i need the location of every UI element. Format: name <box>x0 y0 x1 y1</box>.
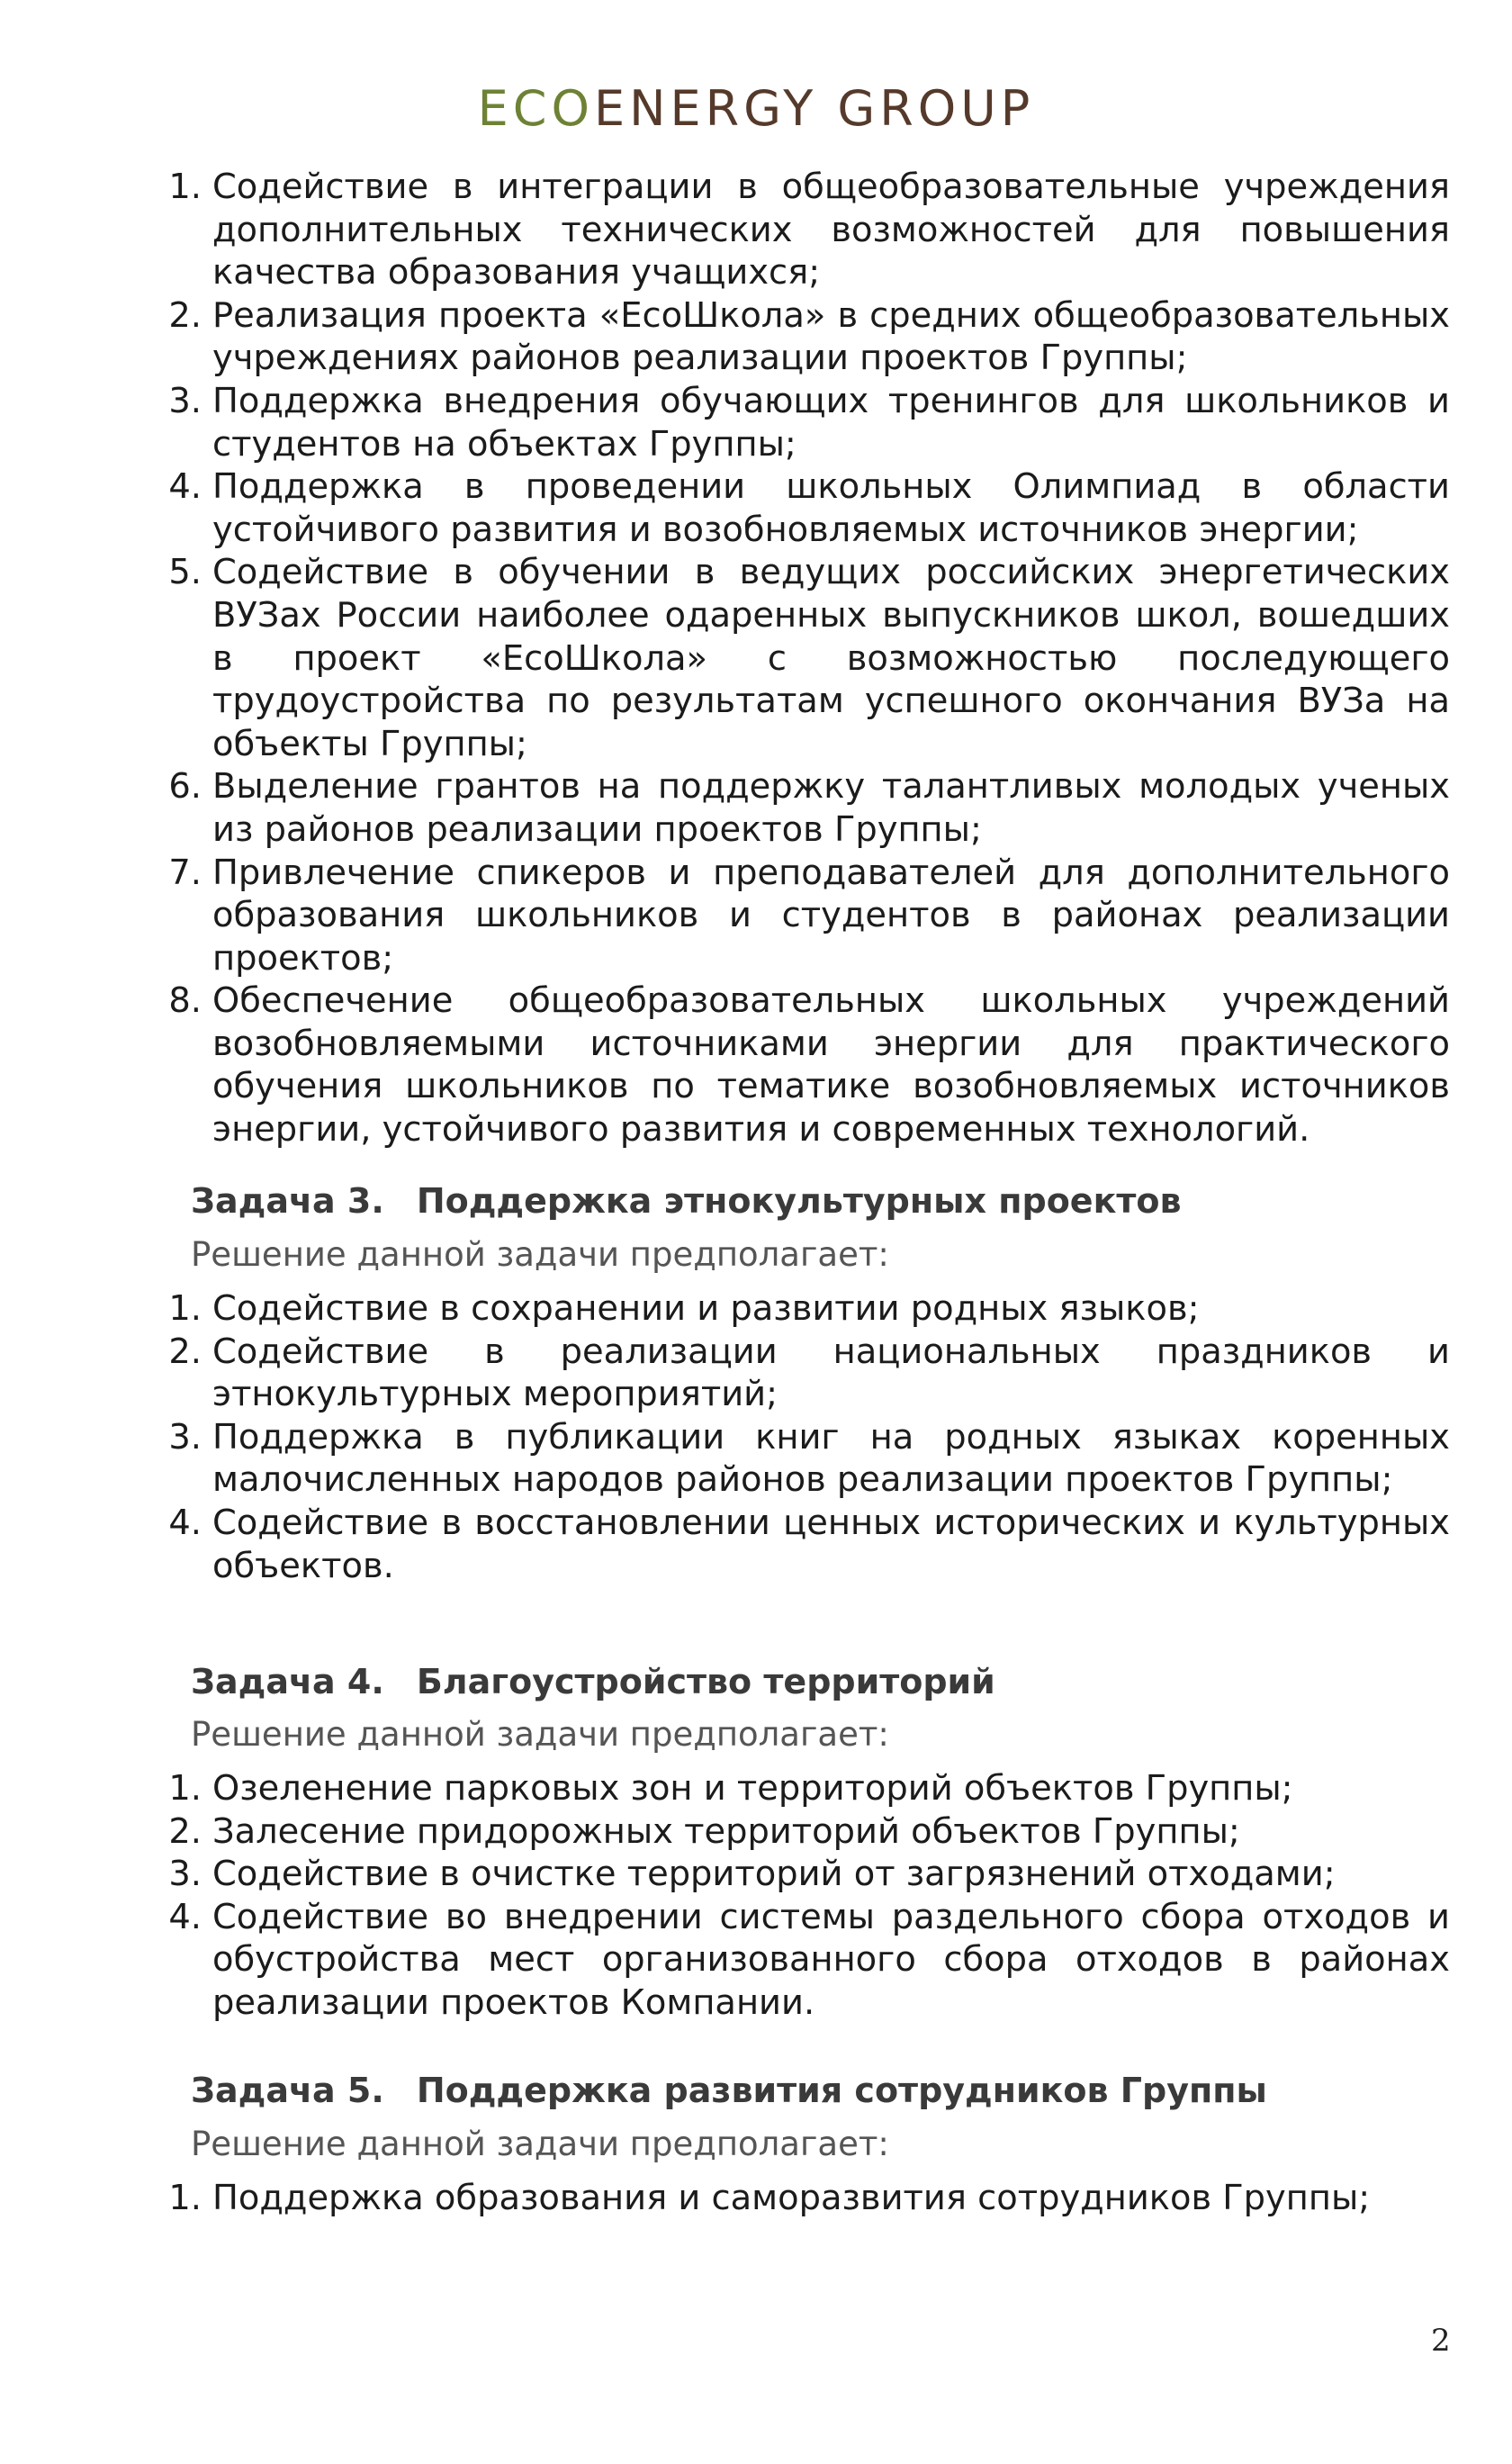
list-item-text: Озеленение парковых зон и территорий объектов Группы; <box>212 1768 1293 1809</box>
list-item-text: Привлечение спикеров и преподавателей для дополнительного образования школьников и студентов в районах реализации проектов; <box>212 852 1450 979</box>
list-item-text: Реализация проекта «EcoШкола» в средних общеобразовательных учреждениях районов реализации проектов Группы; <box>212 294 1450 379</box>
list-item <box>168 2177 1450 2220</box>
task5-heading <box>191 2068 1267 2113</box>
list-item-text: Поддержка в публикации книг на родных языках коренных малочисленных народов районов реализации проектов Группы; <box>212 1416 1450 1501</box>
list-item-number: 1. <box>168 167 202 207</box>
list-item-text: Залесение придорожных территорий объектов Группы; <box>212 1810 1240 1852</box>
list-item-text: Содействие в очистке территорий от загрязнений отходами; <box>212 1854 1336 1895</box>
task5-title: Поддержка развития сотрудников Группы <box>416 2071 1267 2110</box>
list-item-text: Содействие в восстановлении ценных исторических и культурных объектов. <box>212 1502 1450 1586</box>
list-item-number: 4. <box>168 466 202 508</box>
list-item-number: 8. <box>168 980 202 1022</box>
task4-title: Благоустройство территорий <box>416 1662 995 1701</box>
list-item <box>168 1502 1450 1587</box>
task3-label: Задача 3. <box>191 1181 384 1221</box>
list-item <box>168 979 1450 1151</box>
list-item-number: 3. <box>168 1854 202 1895</box>
list-item-number: 4. <box>168 1502 202 1543</box>
list-item <box>168 1810 1450 1854</box>
list-item-number: 2. <box>168 1331 202 1372</box>
list-item-number: 6. <box>168 766 202 808</box>
task3-intro: Решение данной задачи предполагает: <box>191 1235 889 1274</box>
company-logo <box>0 77 1512 140</box>
list-item-text: Поддержка образования и саморазвития сотрудников Группы; <box>212 2178 1371 2218</box>
goals-list-top <box>0 166 1512 1151</box>
list-item-text: Содействие во внедрении системы раздельного сбора отходов и обустройства мест организованного сбора отходов в районах реализации проектов Компании. <box>212 1896 1450 2023</box>
logo-energy-group: ENERGY GROUP <box>593 80 1035 137</box>
page-number: 2 <box>1431 2323 1451 2359</box>
list-item <box>168 1416 1450 1502</box>
list-item <box>168 166 1450 294</box>
list-item-text: Содействие в сохранении и развитии родных языков; <box>212 1288 1200 1329</box>
list-item-number: 5. <box>168 552 202 593</box>
list-item-number: 3. <box>168 380 202 421</box>
list-item-number: 4. <box>168 1896 202 1937</box>
list-item <box>168 765 1450 851</box>
list-item <box>168 1896 1450 2025</box>
list-item <box>168 551 1450 765</box>
task3-list <box>0 1287 1512 1587</box>
task5-label: Задача 5. <box>191 2071 384 2110</box>
list-item <box>168 1287 1450 1331</box>
list-item <box>168 1767 1450 1810</box>
list-item-text: Поддержка в проведении школьных Олимпиад в области устойчивого развития и возобновляемых источников энергии; <box>212 466 1450 550</box>
list-item <box>168 852 1450 980</box>
list-item-text: Содействие в интеграции в общеобразовательные учреждения дополнительных технических возможностей для повышения качества образования учащихся; <box>212 167 1450 293</box>
list-item <box>168 294 1450 380</box>
list-item <box>168 1331 1450 1416</box>
list-item-number: 1. <box>168 1288 202 1329</box>
task4-heading <box>191 1659 995 1704</box>
task5-intro: Решение данной задачи предполагает: <box>191 2125 889 2163</box>
task5-list <box>0 2177 1512 2220</box>
logo-eco: ECO <box>477 80 594 137</box>
list-item-number: 3. <box>168 1416 202 1458</box>
list-item-number: 2. <box>168 294 202 336</box>
list-item-number: 7. <box>168 852 202 893</box>
list-item-number: 2. <box>168 1810 202 1852</box>
task4-intro: Решение данной задачи предполагает: <box>191 1715 889 1754</box>
task4-list <box>0 1767 1512 2025</box>
task3-title: Поддержка этнокультурных проектов <box>416 1181 1182 1221</box>
list-item <box>168 465 1450 551</box>
list-item-text: Обеспечение общеобразовательных школьных учреждений возобновляемыми источниками энергии для практического обучения школьников по тематике возобновляемых источников энергии, устойчивого развития и современных технологий. <box>212 980 1450 1151</box>
list-item <box>168 380 1450 465</box>
list-item-text: Содействие в обучении в ведущих российских энергетических ВУЗах России наиболее одаренных выпускников школ, вошедших в проект «EcoШкола» с возможностью последующего трудоустройства по результатам успешного окончания ВУЗа на объекты Группы; <box>212 552 1450 764</box>
task3-heading <box>191 1178 1182 1223</box>
list-item-text: Содействие в реализации национальных праздников и этнокультурных мероприятий; <box>212 1331 1450 1415</box>
list-item-number: 1. <box>168 1768 202 1809</box>
list-item-number: 1. <box>168 2178 202 2218</box>
task4-label: Задача 4. <box>191 1662 384 1701</box>
list-item <box>168 1853 1450 1896</box>
list-item-text: Поддержка внедрения обучающих тренингов для школьников и студентов на объектах Группы; <box>212 380 1450 465</box>
list-item-text: Выделение грантов на поддержку талантливых молодых ученых из районов реализации проектов Группы; <box>212 766 1450 850</box>
